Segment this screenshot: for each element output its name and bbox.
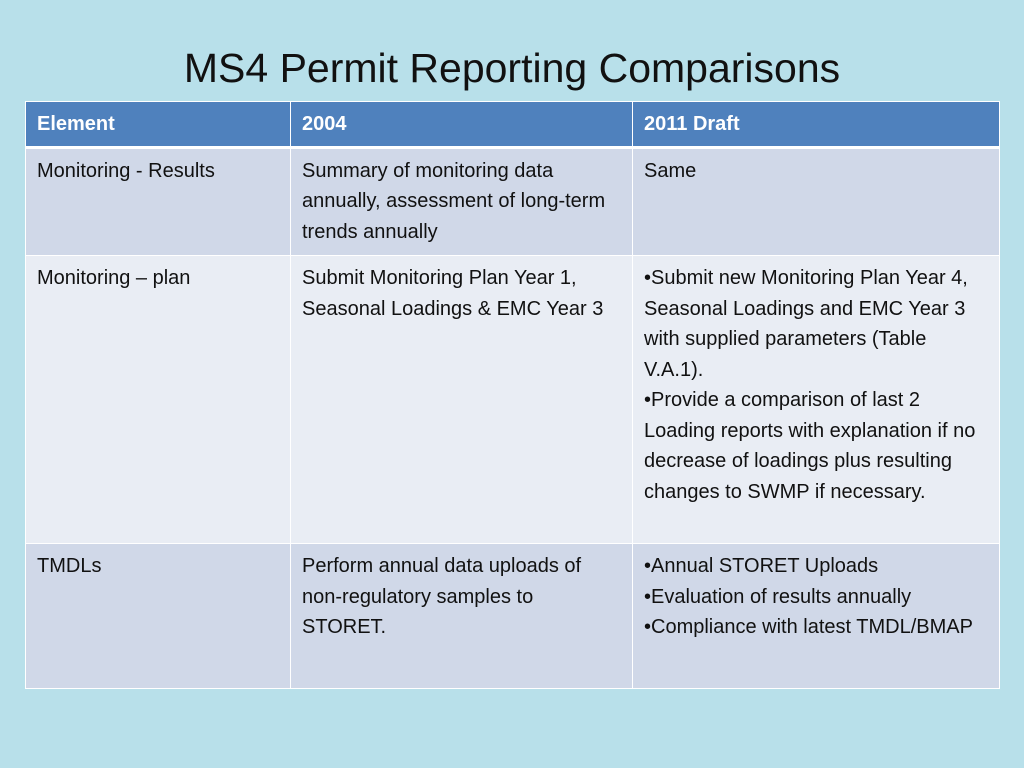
draft-item: Same	[644, 159, 697, 182]
column-header-2004: 2004	[291, 102, 633, 148]
draft-bullet-item: •Compliance with latest TMDL/BMAP	[644, 616, 973, 638]
table-row-monitoring-plan	[26, 256, 1000, 544]
column-header-element: Element	[26, 102, 291, 148]
table-header-row	[26, 102, 1000, 148]
draft-bullet-item: •Submit new Monitoring Plan Year 4, Seasonal Loadings and EMC Year 3 with supplied parameters (Table V.A.1).	[644, 267, 968, 381]
cell-element: Monitoring - Results	[26, 147, 291, 256]
cell-2011-draft	[633, 256, 1000, 544]
draft-bullet-item: •Evaluation of results annually	[644, 585, 912, 608]
draft-bullet-item: •Provide a comparison of last 2 Loading reports with explanation if no decrease of loadings plus resulting changes to SWMP if necessary.	[644, 389, 976, 503]
cell-2004: Summary of monitoring data annually, assessment of long-term trends annually	[291, 147, 633, 256]
cell-2011-draft	[633, 544, 1000, 689]
cell-element: Monitoring – plan	[26, 256, 291, 544]
slide-title: MS4 Permit Reporting Comparisons	[183, 45, 841, 91]
comparison-table	[25, 101, 1000, 689]
table-row-monitoring-results	[26, 147, 1000, 256]
cell-element: TMDLs	[26, 544, 291, 689]
cell-2004: Perform annual data uploads of non-regulatory samples to STORET.	[291, 544, 633, 689]
cell-2011-draft	[633, 147, 1000, 256]
table-row-tmdls	[26, 544, 1000, 689]
column-header-2011-draft: 2011 Draft	[633, 102, 1000, 148]
cell-2004: Submit Monitoring Plan Year 1, Seasonal Loadings & EMC Year 3	[291, 256, 633, 544]
draft-bullet-item: •Annual STORET Uploads	[644, 555, 879, 577]
